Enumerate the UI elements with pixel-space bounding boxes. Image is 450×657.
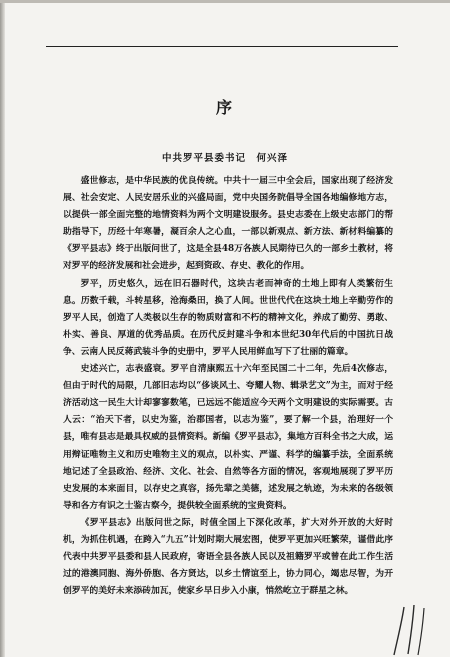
paragraph: 盛世修志，是中华民族的优良传统。中共十一届三中全会后，国家出现了经济发展、社会安定、人民安居乐业的兴盛局面，党中央国务院倡导全国各地编修地方志，以提供一部全面完整的地情资料为两个文明建设服务。县史志委在上级史志部门的帮助指导下，历经十年寒暑，凝百余人之心血，一部以新观点、新方法、新材料编纂的《罗平县志》终于出版问世了，这是全县48万各族人民期待已久的一部乡土教材，将对罗平的经济发展和社会进步，起到资政、存史、教化的作用。 [63,176,393,272]
preface-body [63,173,393,600]
document-title: 序 [215,98,234,117]
scan-shadow-top [0,0,450,3]
paragraph: 罗平，历史悠久，远在旧石器时代，这块古老而神奇的土地上即有人类繁衍生息。历数千载，斗转星移，沧海桑田，换了人间。世世代代在这块土地上辛勤劳作的罗平人民，创造了人类极以生存的物质财富和不朽的精神文化，养成了勤劳、勇敢、朴实、善良、厚道的优秀品质。在历代反封建斗争和本世纪30年代后的中国抗日战争、云南人民反蒋武装斗争的史册中，罗平人民用鲜血写下了壮丽的篇章。 [63,278,393,357]
paragraph: 《罗平县志》出版问世之际，时值全国上下深化改革，扩大对外开放的大好时机，为抓住机遇，在跨入“九五”计划时期大展宏图，使罗平更加兴旺繁荣，谨借此序代表中共罗平县委和县人民政府，寄语全县各族人民以及祖籍罗平或曾在此工作生活过的港澳同胞、海外侨胞、各方贤达，以乡土情谊至上，协力同心，竭忠尽智，为开创罗平的美好未来添砖加瓦，使家乡早日步入小康，悄然屹立于群星之林。 [63,517,393,597]
paragraph: 史述兴亡，志表盛衰。罗平自清康熙五十六年至民国二十二年，先后4次修志，但由于时代的局限，几部旧志均以“侈谈风土、夸耀人物、辑录艺文”为主，而对于经济活动这一民生大计却寥寥数笔，已远远不能适应今天两个文明建设的实际需要。古人云：“治天下者，以史为鉴，治郡国者，以志为鉴”，要了解一个县，治理好一个县，唯有县志是最具权威的县情资料。新编《罗平县志》，集地方百科全书之大成，运用辩证唯物主义和历史唯物主义的观点，以朴实、严谨、科学的编纂手法，全面系统地记述了全县政治、经济、文化、社会、自然等各方面的情况，客观地展现了罗平历史发展的本来面目，以存史之真容，扬先辈之美德，述发展之轨迹，为未来的各级领导和各方有识之士鉴古察今，提供较全面系统的宝贵资料。 [63,364,393,511]
header-rule [46,46,398,47]
handwritten-stroke-marks [390,605,440,657]
author-byline: 中共罗平县委书记 何兴泽 [161,153,288,164]
